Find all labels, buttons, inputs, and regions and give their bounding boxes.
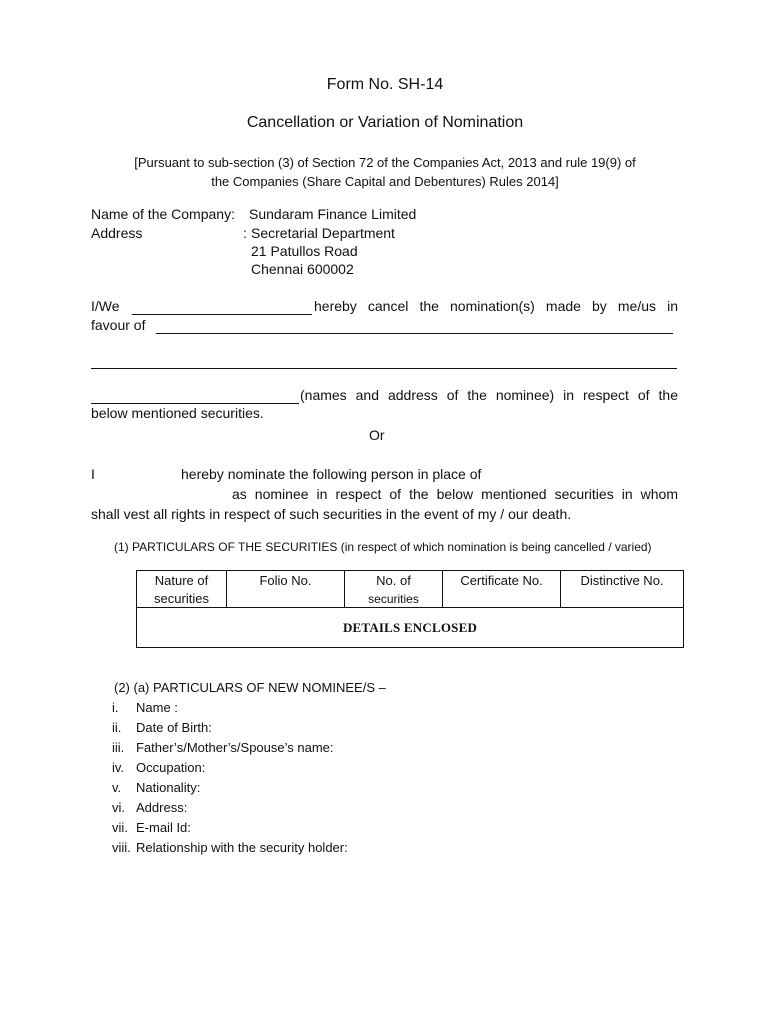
list-item-label: Name : [136, 700, 178, 715]
list-item-label: Relationship with the security holder: [136, 840, 348, 855]
column-label: Folio No. [259, 573, 312, 588]
shall-vest-text: shall vest all rights in respect of such securities in the event of my / our death. [91, 506, 572, 522]
column-label-sub: securities [154, 591, 209, 606]
hereby-cancel-text: hereby cancel the nomination(s) made by me/us in [314, 298, 678, 314]
column-certificate-no [443, 571, 561, 607]
or-text: Or [369, 427, 385, 443]
iwe-label: I/We [91, 298, 120, 314]
column-distinctive-no [561, 571, 683, 607]
securities-heading-note: (in respect of which nomination is being cancelled / varied) [340, 540, 652, 554]
hereby-nominate-text: hereby nominate the following person in place of [181, 466, 482, 482]
address-label: Address [91, 225, 143, 241]
list-item-label: E-mail Id: [136, 820, 191, 835]
list-item-number: vi. [112, 800, 125, 815]
nominee-blank-line [91, 368, 677, 369]
pursuant-line-2: the Companies (Share Capital and Debentures) Rules 2014] [211, 174, 559, 189]
securities-heading [114, 540, 652, 554]
list-item-label: Occupation: [136, 760, 206, 775]
securities-table [136, 570, 684, 648]
list-item [112, 698, 348, 718]
list-item [112, 778, 348, 798]
column-label: No. of [376, 573, 411, 588]
column-label: Distinctive No. [580, 573, 664, 588]
list-item-number: vii. [112, 820, 128, 835]
address-colon: : [243, 225, 247, 241]
column-no-of-securities [345, 571, 443, 607]
favour-of-label: favour of [91, 317, 146, 333]
favour-of-blank-line [156, 333, 673, 334]
list-item-label: Father’s/Mother’s/Spouse’s name: [136, 740, 334, 755]
names-and-address-text: (names and address of the nominee) in respect of the [300, 387, 678, 403]
list-item [112, 838, 348, 858]
nominee-particulars-list [112, 698, 348, 858]
list-item [112, 758, 348, 778]
list-item-label: Nationality: [136, 780, 201, 795]
as-nominee-text: as nominee in respect of the below mentioned securities in whom [232, 486, 678, 502]
pursuant-line-1: [Pursuant to sub-section (3) of Section 72 of the Companies Act, 2013 and rule 19(9) of [134, 155, 636, 170]
list-item [112, 738, 348, 758]
form-title: Cancellation or Variation of Nomination [246, 114, 524, 131]
list-item [112, 718, 348, 738]
list-item-number: viii. [112, 840, 131, 855]
list-item-number: iii. [112, 740, 125, 755]
list-item [112, 798, 348, 818]
names-blank-line [91, 403, 299, 404]
list-item [112, 818, 348, 838]
list-item-number: i. [112, 700, 119, 715]
iwe-blank-line [132, 314, 312, 315]
i-label: I [91, 466, 95, 482]
column-nature-of-securities [137, 571, 227, 607]
address-line-2: 21 Patullos Road [251, 243, 358, 259]
column-label: Nature of [154, 573, 209, 588]
list-item-label: Address: [136, 800, 188, 815]
column-label-sub: securities [368, 592, 419, 606]
company-name-label: Name of the Company: [91, 206, 235, 222]
list-item-label: Date of Birth: [136, 720, 212, 735]
securities-table-header [136, 570, 684, 607]
details-enclosed-text: DETAILS ENCLOSED [342, 619, 478, 635]
new-nominee-heading: (2) (a) PARTICULARS OF NEW NOMINEE/S – [114, 680, 386, 695]
list-item-number: v. [112, 780, 122, 795]
securities-heading-main: (1) PARTICULARS OF THE SECURITIES [114, 540, 338, 554]
form-number: Form No. SH-14 [326, 76, 444, 93]
securities-table-body [136, 607, 684, 648]
list-item-number: iv. [112, 760, 125, 775]
address-line-1: Secretarial Department [251, 225, 395, 241]
company-name-value: Sundaram Finance Limited [249, 206, 417, 222]
column-folio-no [227, 571, 345, 607]
address-line-3: Chennai 600002 [251, 261, 354, 277]
below-mentioned-text: below mentioned securities. [91, 405, 264, 421]
list-item-number: ii. [112, 720, 122, 735]
column-label: Certificate No. [460, 573, 543, 588]
